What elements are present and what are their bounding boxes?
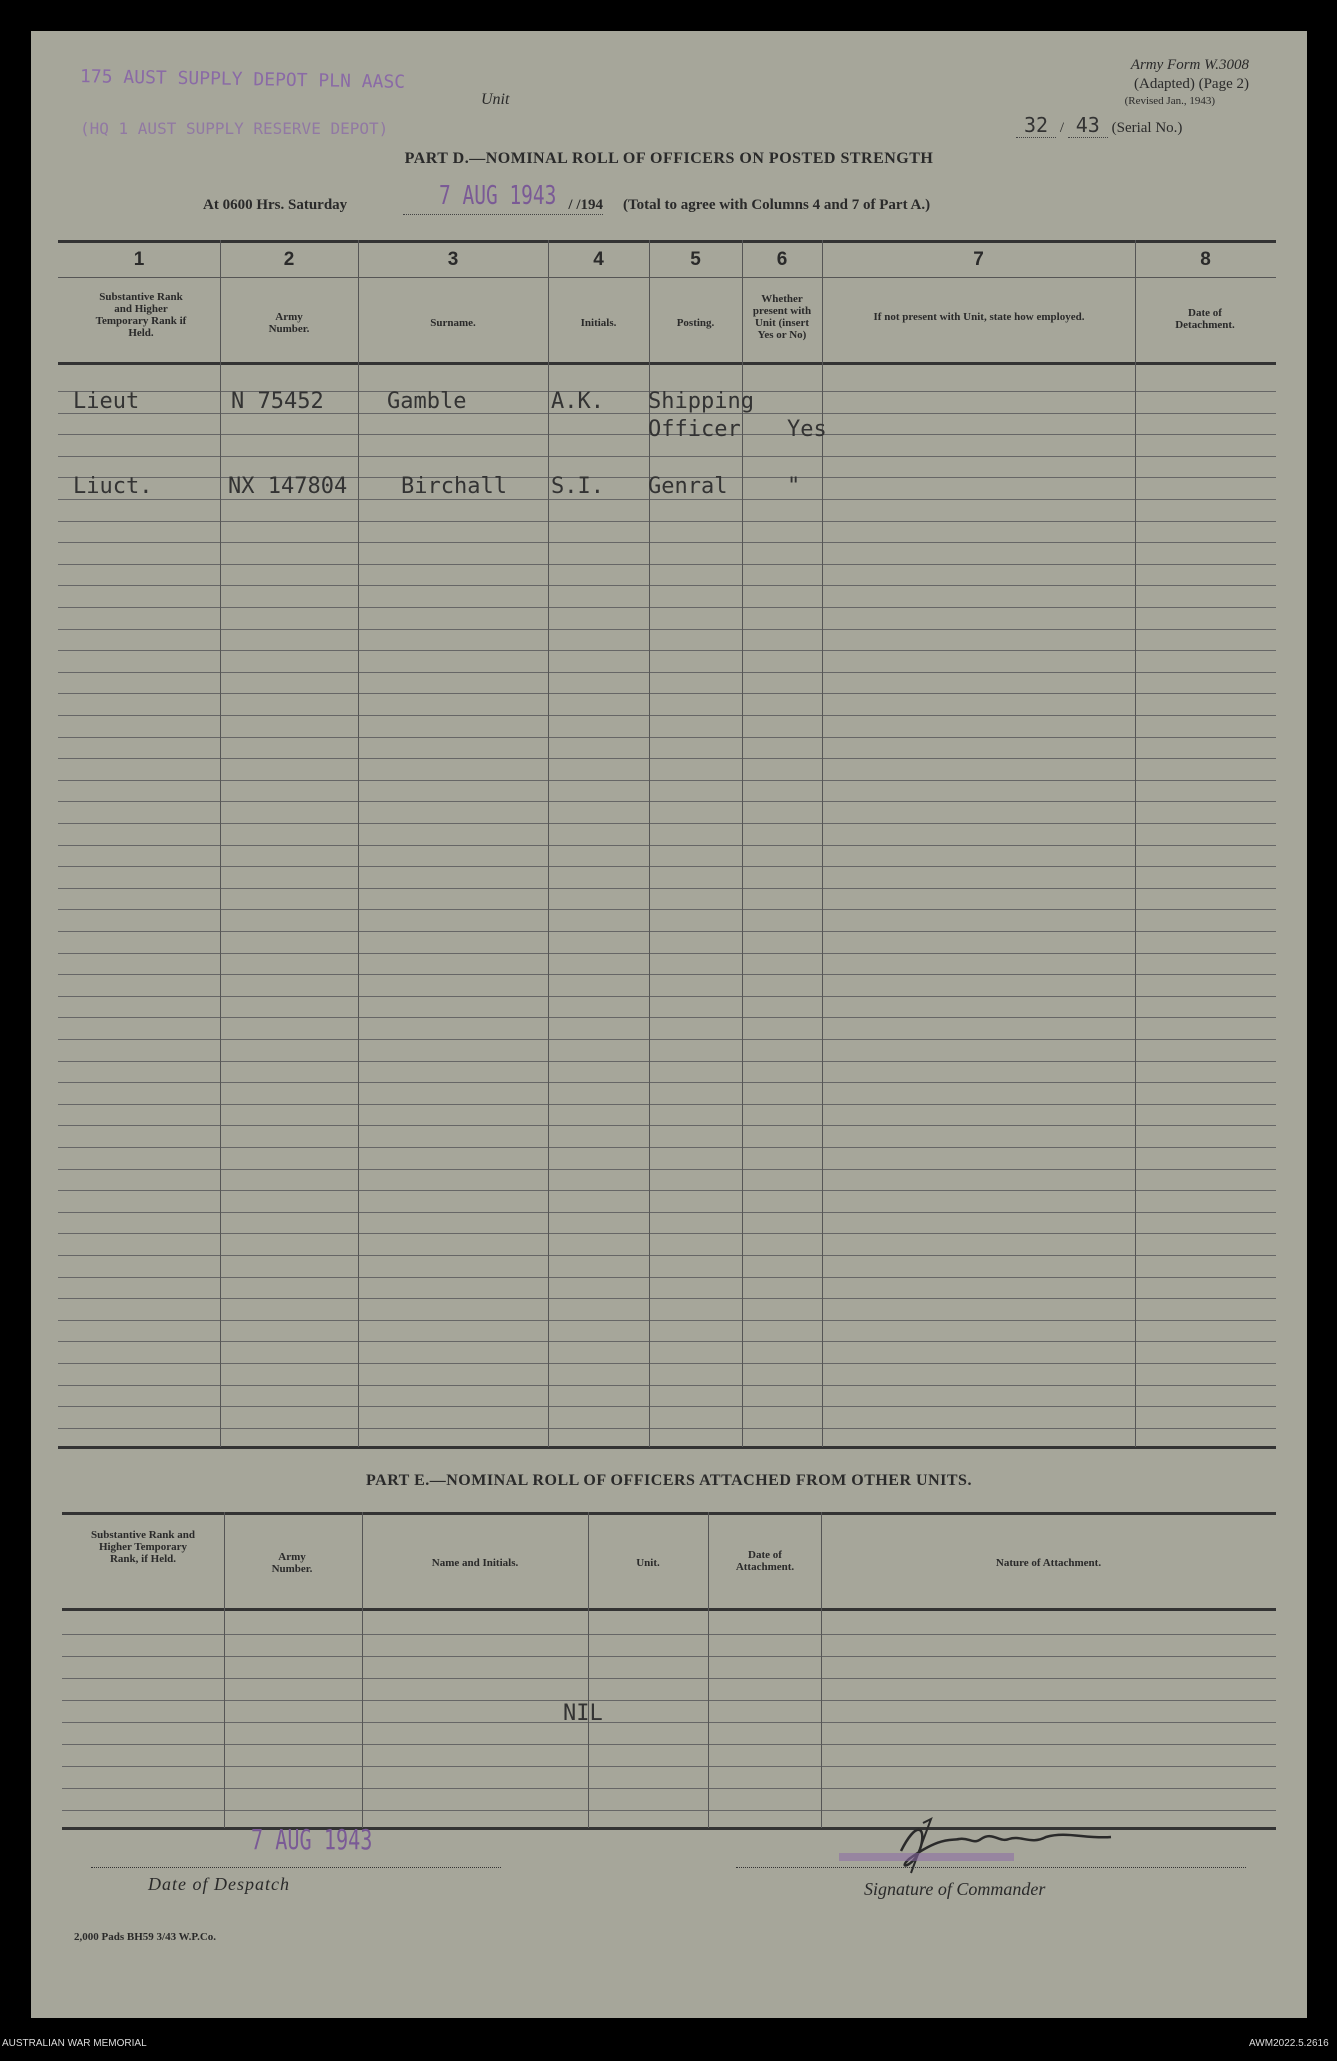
form-sheet [31, 31, 1307, 2018]
col-header-initials: Initials. [580, 317, 617, 329]
e-header-name: Name and Initials. [431, 1557, 519, 1569]
cell-posting-line2: Officer [648, 417, 741, 442]
date-template: / /194 [403, 197, 603, 215]
unit-stamp-line2: (HQ 1 AUST SUPPLY RESERVE DEPOT) [80, 119, 389, 138]
col-number-2: 2 [283, 249, 295, 270]
cell-rank: Lieut [73, 389, 140, 414]
e-header-army-number: Army Number. [271, 1551, 313, 1575]
part-e-title: PART E.—NOMINAL ROLL OF OFFICERS ATTACHED FROM OTHER UNITS. [366, 1472, 972, 1489]
ruled-line [62, 1700, 1276, 1701]
cell-army-number: NX 147804 [228, 474, 348, 499]
unit-label: Unit [481, 91, 510, 108]
despatch-date-stamp: 7 AUG 1943 [251, 1823, 373, 1856]
serial-number-field: 32 / 43 (Serial No.) [1016, 113, 1266, 137]
col-header-posting: Posting. [676, 317, 715, 329]
at-label: At 0600 Hrs. Saturday [203, 197, 348, 213]
serial-year: 43 [1068, 113, 1108, 138]
part-d-title: PART D.—NOMINAL ROLL OF OFFICERS ON POSTED STRENGTH [404, 150, 934, 167]
date-stamp: 7 AUG 1943 [439, 181, 557, 211]
form-revised: (Revised Jan., 1943) [1124, 95, 1215, 107]
signature-stamp-block [839, 1853, 1014, 1861]
col-header-army-number: Army Number. [268, 311, 310, 335]
serial-label: (Serial No.) [1111, 120, 1183, 136]
cell-surname: Gamble [387, 389, 467, 414]
col-number-3: 3 [447, 249, 459, 270]
col-number-5: 5 [690, 249, 701, 270]
cell-present: " [787, 474, 801, 499]
ruled-line [62, 1766, 1276, 1767]
cell-posting: Genral [648, 474, 728, 499]
cell-surname: Birchall [401, 474, 507, 499]
col-header-detachment: Date of Detachment. [1175, 307, 1235, 331]
e-header-rank: Substantive Rank and Higher Temporary Rank, if Held. [91, 1529, 195, 1565]
cell-rank: Liuct. [73, 474, 153, 499]
signature-scrawl-drawing [881, 1811, 1161, 1881]
total-note: (Total to agree with Columns 4 and 7 of Part A.) [623, 197, 931, 213]
ruled-line [62, 1722, 1276, 1723]
signature-line [736, 1867, 1246, 1868]
ruled-line [62, 1656, 1276, 1657]
ruled-line [62, 1678, 1276, 1679]
cell-posting: Shipping [648, 389, 754, 414]
col-number-7: 7 [973, 249, 984, 270]
col-header-rank: Substantive Rank and Higher Temporary Rank if Held. [95, 291, 187, 339]
despatch-date-line [91, 1867, 501, 1868]
col-number-8: 8 [1200, 249, 1211, 270]
form-adapted: (Adapted) (Page 2) [1134, 76, 1249, 92]
ruled-line [62, 1744, 1276, 1745]
footer-left: AUSTRALIAN WAR MEMORIAL [2, 2038, 147, 2049]
cell-army-number: N 75452 [231, 389, 324, 414]
col-number-6: 6 [776, 249, 788, 270]
date-of-despatch-label: Date of Despatch [148, 1874, 290, 1894]
col-header-surname: Surname. [430, 317, 476, 329]
form-name: Army Form W.3008 [1130, 57, 1249, 73]
ruled-line [62, 1788, 1276, 1789]
e-header-nature: Nature of Attachment. [995, 1557, 1102, 1569]
cell-initials: S.I. [551, 474, 604, 499]
unit-stamp-line1: 175 AUST SUPPLY DEPOT PLN AASC [79, 66, 406, 93]
col-header-employed: If not present with Unit, state how employed. [873, 311, 1085, 323]
part-e-table [31, 31, 1307, 1831]
signature-label: Signature of Commander [864, 1879, 1046, 1899]
cell-present: Yes [787, 417, 827, 442]
serial-number: 32 [1016, 113, 1056, 138]
col-number-1: 1 [133, 249, 145, 270]
cell-initials: A.K. [551, 389, 604, 414]
nil-text: NIL [563, 1701, 603, 1726]
e-header-attachment-date: Date of Attachment. [735, 1549, 795, 1573]
col-header-present: Whether present with Unit (insert Yes or No) [752, 293, 812, 341]
e-header-unit: Unit. [636, 1557, 660, 1569]
col-number-4: 4 [593, 249, 604, 270]
print-info: 2,000 Pads BH59 3/43 W.P.Co. [74, 1931, 217, 1943]
footer-right: AWM2022.5.2616 [1249, 2038, 1329, 2049]
ruled-line [62, 1634, 1276, 1635]
